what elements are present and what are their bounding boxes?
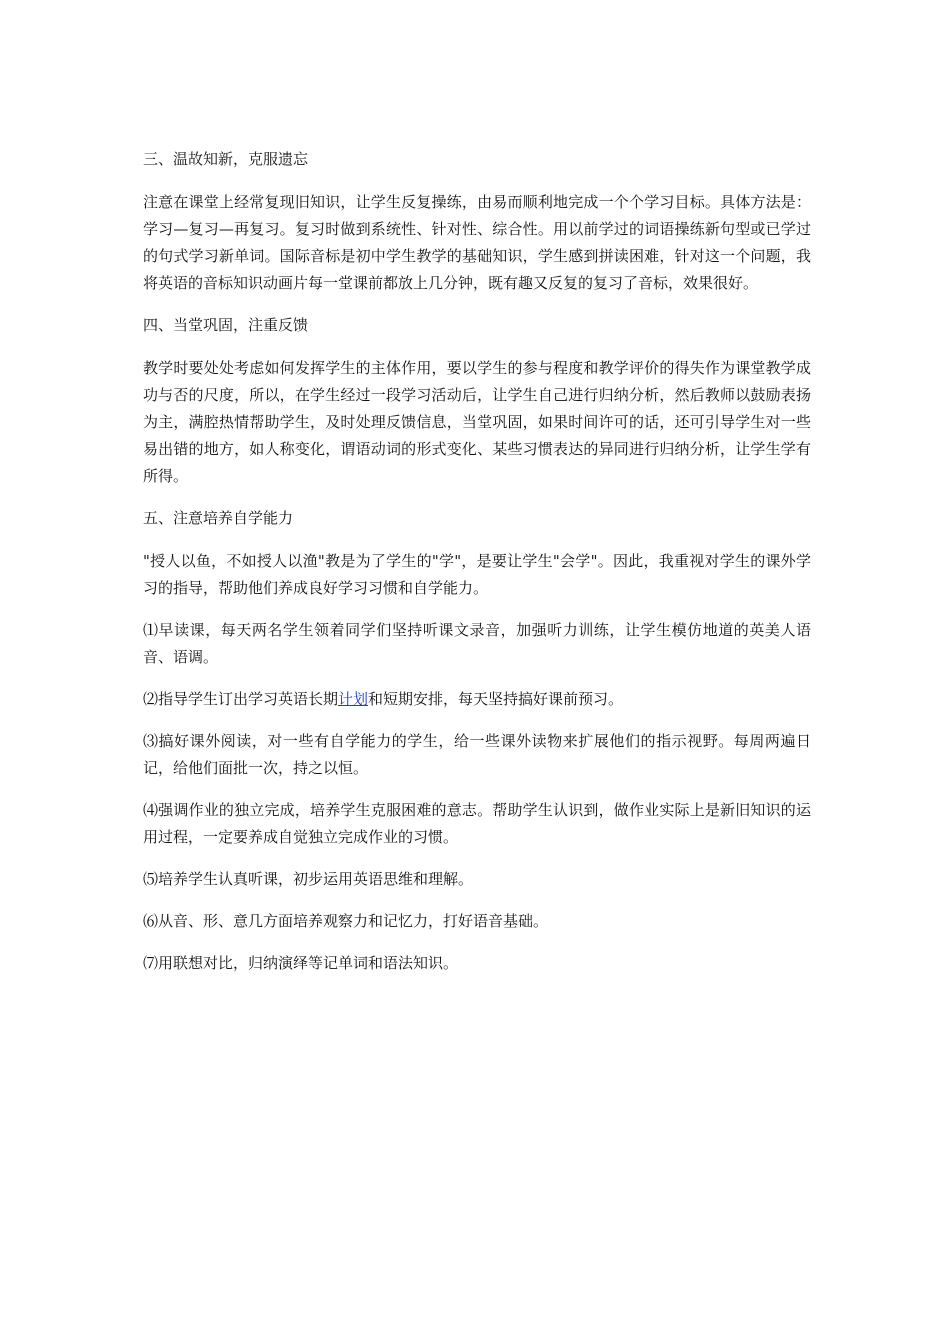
list-item-7: ⑺用联想对比，归纳演绎等记单词和语法知识。 <box>143 954 459 972</box>
list-item-3: ⑶搞好课外阅读，对一些有自学能力的学生，给一些课外读物来扩展他们的指示视野。每周两遍日记，给他们面批一次，持之以恒。 <box>143 732 811 777</box>
list-item-2-text-after: 和短期安排，每天坚持搞好课前预习。 <box>368 690 624 708</box>
section-body-consolidate: 教学时要处处考虑如何发挥学生的主体作用，要以学生的参与程度和教学评价的得失作为课堂教学成功与否的尺度，所以，在学生经过一段学习活动后，让学生自己进行归纳分析，然后教师以鼓励表扬为主，满腔热情帮助学生，及时处理反馈信息，当堂巩固，如果时间许可的话，还可引导学生对一些易出错的地方，如人称变化，谓语动词的形式变化、某些习惯表达的异同进行归纳分析，让学生学有所得。 <box>143 359 811 485</box>
section-body-review: 注意在课堂上经常复现旧知识，让学生反复操练，由易而顺利地完成一个个学习目标。具体方法是：学习—复习—再复习。复习时做到系统性、针对性、综合性。用以前学过的词语操练新句型或已学过的句式学习新单词。国际音标是初中学生教学的基础知识，学生感到拼读困难，针对这一个问题，我将英语的音标知识动画片每一堂课前都放上几分钟，既有趣又反复的复习了音标，效果很好。 <box>143 193 811 292</box>
section-body-self-study: "授人以鱼，不如授人以渔"教是为了学生的"学"，是要让学生"会学"。因此，我重视对学生的课外学习的指导，帮助他们养成良好学习习惯和自学能力。 <box>143 552 811 597</box>
section-heading-consolidate: 四、当堂巩固，注重反馈 <box>143 316 309 334</box>
list-item-2-text-before: ⑵指导学生订出学习英语长期 <box>143 690 339 708</box>
plan-link[interactable]: 计划 <box>338 690 369 708</box>
list-item-2 <box>143 686 811 713</box>
list-item-6: ⑹从音、形、意几方面培养观察力和记忆力，打好语音基础。 <box>143 912 549 930</box>
list-item-1: ⑴早读课，每天两名学生领着同学们坚持听课文录音，加强听力训练，让学生模仿地道的英美人语音、语调。 <box>143 621 811 666</box>
list-item-4: ⑷强调作业的独立完成，培养学生克服困难的意志。帮助学生认识到，做作业实际上是新旧知识的运用过程，一定要养成自觉独立完成作业的习惯。 <box>143 801 811 846</box>
section-heading-review: 三、温故知新，克服遗忘 <box>143 150 309 168</box>
section-heading-self-study: 五、注意培养自学能力 <box>143 509 294 527</box>
document-page <box>143 146 811 992</box>
list-item-5: ⑸培养学生认真听课，初步运用英语思维和理解。 <box>143 870 474 888</box>
